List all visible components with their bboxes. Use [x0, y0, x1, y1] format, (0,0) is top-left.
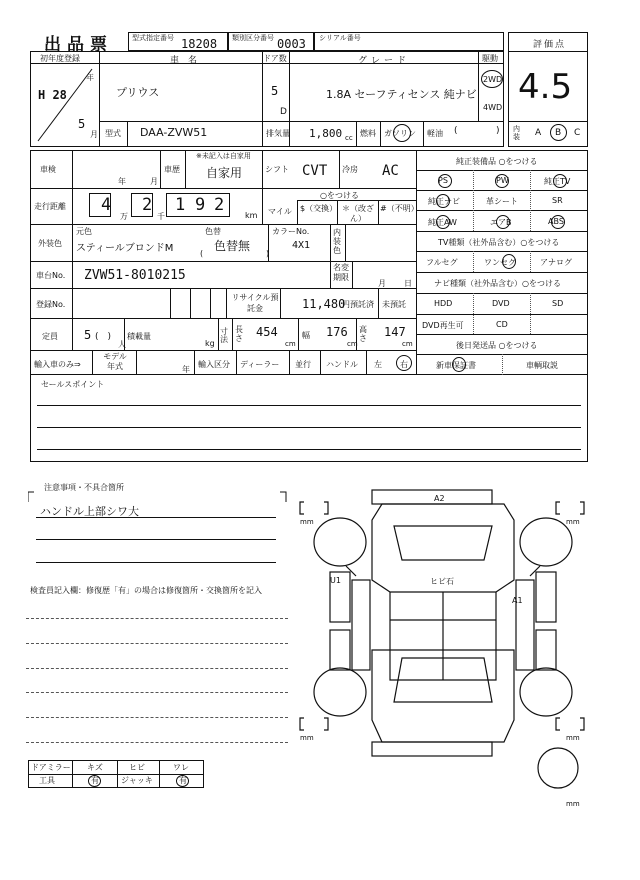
legend-tool-circle — [88, 775, 101, 787]
displacement: 1,800 — [309, 127, 343, 140]
mileage-digit-4: 9 — [195, 195, 206, 215]
color-number: 4X1 — [292, 240, 311, 251]
tv-grid: フルセグ ワンセグ アナログ — [416, 251, 588, 272]
interior-b-circle — [550, 124, 567, 141]
class-number: 0003 — [277, 37, 306, 51]
fuel-gasoline: ガソリン — [384, 129, 416, 138]
equip-aw-circle — [436, 215, 450, 229]
history: 自家用 — [206, 166, 243, 180]
later-grid: 新車保証書 車輌取説 — [416, 354, 588, 375]
tire-rr-unit: mm — [566, 734, 580, 742]
legend-jack-circle — [176, 775, 189, 787]
navi-title: ナビ種類（社外品含む）○をつける — [434, 279, 561, 288]
notes-line-1: ハンドル上部シワ大 — [40, 505, 139, 518]
air-conditioner: AC — [382, 163, 399, 179]
mileage-digit-5: 2 — [214, 195, 225, 215]
equip-pw-circle — [495, 174, 509, 188]
class-number-box: 類別区分番号 0003 — [228, 32, 314, 51]
grade: 1.8A セーフティセンス 純ナビ — [326, 88, 477, 101]
first-reg-label: 初年度登録 — [40, 54, 80, 63]
evaluation-score: 4.5 — [518, 67, 573, 107]
form-title: 出品票 — [44, 35, 113, 55]
notes-section — [28, 482, 290, 577]
mark-a2: A2 — [434, 494, 445, 503]
tv-oneseg-circle — [502, 254, 516, 269]
capacity: 5 — [84, 328, 92, 342]
tire-rl-unit: mm — [300, 734, 314, 742]
interior-label: 内装 — [513, 125, 520, 141]
equip-navi-circle — [436, 194, 450, 208]
tire-fr-unit: mm — [566, 518, 580, 526]
shift: CVT — [302, 163, 328, 179]
later-title: 後日発送品 ○をつける — [456, 341, 538, 350]
mark-chip: ヒビ石 — [430, 577, 454, 586]
vehicle-name: プリウス — [116, 86, 160, 99]
recycle-deposit: 11,480 — [302, 297, 346, 311]
form-number: 18208 — [181, 37, 218, 51]
equip-tv-circle — [553, 174, 567, 188]
notes-label: 注意事項・不具合箇所 — [44, 483, 124, 492]
mileage-digit-1: 4 — [101, 195, 112, 215]
equipment-grid: PS PW 純正TV 純正ナビ 革シート SR 純正AW エアB ABS — [416, 170, 588, 231]
fuel-circle — [393, 124, 411, 142]
car-diagram — [290, 480, 596, 810]
doors: 5 — [271, 84, 279, 98]
legend-table: ドアミラー キズ ヒビ ワレ 工具 有 ジャッキ 有 — [28, 760, 204, 788]
form-number-box: 型式指定番号 18208 — [128, 32, 228, 51]
repaint: 色替無 — [214, 239, 251, 253]
height: 147 — [384, 325, 406, 339]
drive-2wd-circle — [481, 70, 503, 88]
spare-unit: mm — [566, 800, 580, 808]
mark-u1: U1 — [330, 576, 341, 585]
width: 176 — [326, 325, 348, 339]
first-reg-month: 5 — [78, 117, 86, 131]
equipment-title: 純正装備品 ○をつける — [456, 157, 538, 166]
later-warranty-circle — [452, 357, 466, 372]
handle-right-circle — [396, 355, 412, 371]
sales-points-box: セールスポイント — [30, 375, 588, 462]
model-code: DAA-ZVW51 — [140, 126, 208, 139]
navi-grid: HDD DVD SD DVD再生可 CD — [416, 293, 588, 334]
form-sheet: 出品票 型式指定番号 18208 類別区分番号 0003 シリアル番号 初年度登録 H 28 年 5 月 車 名 プリウス ドア数 5 D グレード 1.8A セーフティセンス 純ナビ 駆動 2WD 4WD 型式 DAA-ZVW51 排気量 1,800 cc 燃料 ガソリン 軽油 ( ) 評価点 4.5 内装 A B C — [0, 0, 640, 880]
chassis-number: ZVW51-8010215 — [84, 268, 186, 283]
inspector-note: 検査員記入欄：修復歴「有」の場合は修復箇所・交換箇所を記入 — [30, 586, 262, 595]
length: 454 — [256, 325, 278, 339]
equip-abs-circle — [551, 215, 565, 229]
serial-number-box: シリアル番号 — [314, 32, 504, 51]
mileage-digit-2: 2 — [142, 195, 153, 215]
first-reg-era: H 28 — [38, 88, 67, 102]
tire-fl-unit: mm — [300, 518, 314, 526]
tv-title: TV種類（社外品含む）○をつける — [438, 238, 560, 247]
equip-ps-circle — [438, 174, 452, 188]
original-color: スティールブロンドM — [76, 243, 174, 254]
equip-airbag-circle — [496, 215, 510, 229]
mileage-digit-3: 1 — [175, 195, 186, 215]
mark-a1: A1 — [512, 596, 523, 605]
